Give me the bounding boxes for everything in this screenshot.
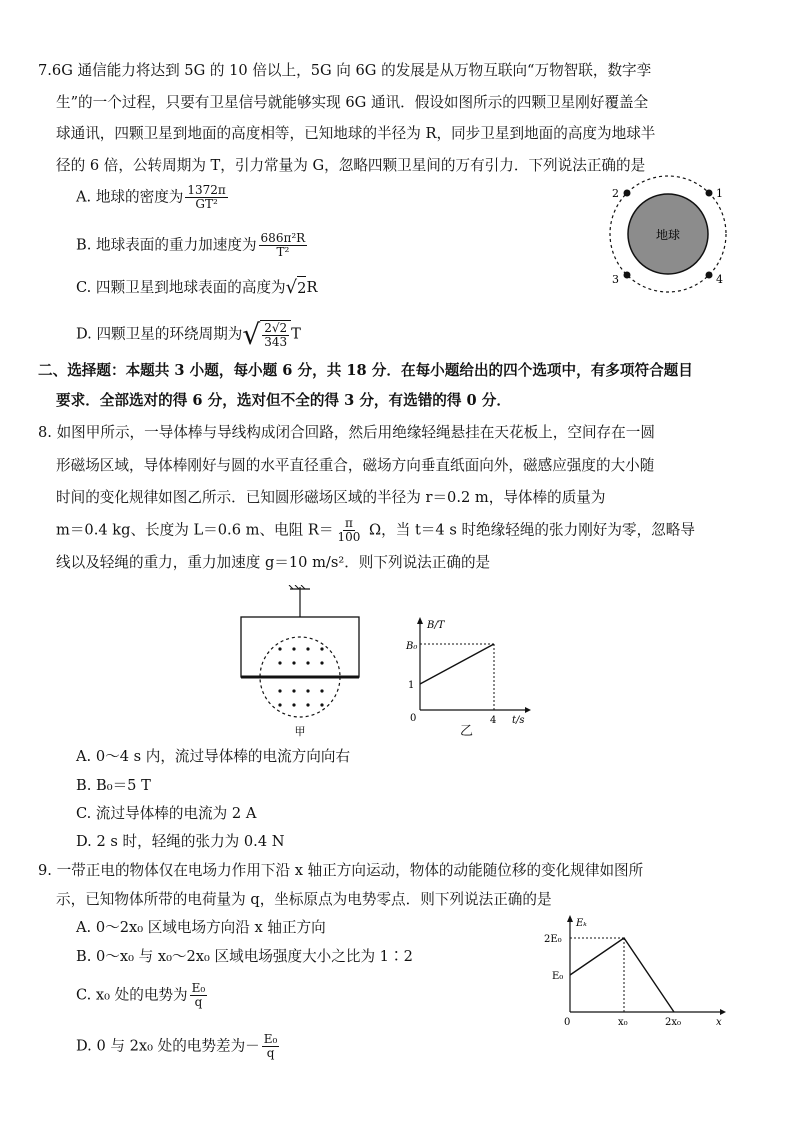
denominator: GT²: [195, 197, 218, 211]
q7-stem-line-2: 生”的一个过程，只要有卫星信号就能够实现 6G 通讯．假设如图所示的四颗卫星刚好覆盖全: [56, 94, 649, 111]
y-axis-arrow: [417, 617, 423, 624]
q7-option-c: [76, 276, 317, 300]
field-dot: [278, 689, 281, 692]
q9-stem-line-2: 示，已知物体所带的电荷量为 q，坐标原点为电势零点．则下列说法正确的是: [56, 891, 552, 908]
radicand: 2: [297, 276, 306, 300]
numerator: E₀: [191, 981, 206, 995]
q9-ek-x-graph: [540, 912, 730, 1032]
q7-option-d-fraction: [262, 322, 289, 349]
q7-stem-line-4: 径的 6 倍，公转周期为 T，引力常量为 G，忽略四颗卫星间的万有引力．下列说法正确的是: [56, 157, 646, 174]
numerator: 1372π: [187, 183, 226, 197]
q9-option-b: B. 0～x₀ 与 x₀～2x₀ 区域电场强度大小之比为 1∶2: [76, 948, 413, 965]
satellite-label-2: 2: [612, 187, 619, 200]
q8-stem-line-4: [56, 517, 695, 544]
field-dot: [306, 647, 309, 650]
q9-option-c-text: C. x₀ 处的电势为: [76, 986, 188, 1004]
q9-option-c: [76, 982, 209, 1009]
section-2-heading-line-1: 二、选择题：本题共 3 小题，每小题 6 分，共 18 分．在每小题给出的四个选项中，有多项符合题目: [38, 362, 693, 379]
x-axis-arrow: [525, 707, 531, 713]
field-dot: [278, 661, 281, 664]
b0-tick: B₀: [406, 641, 418, 652]
satellite-label-4: 4: [716, 273, 723, 286]
q8-figure-yi-label: 乙: [460, 724, 474, 739]
q8-option-b: B. B₀＝5 T: [76, 777, 151, 794]
q8-stem-line-3: 时间的变化规律如图乙所示．已知圆形磁场区域的半径为 r＝0.2 m，导体棒的质量为: [56, 489, 606, 506]
wire-loop: [241, 617, 359, 677]
q7-option-c-text: C. 四颗卫星到地球表面的高度为: [76, 279, 286, 296]
resistance-fraction: [335, 517, 362, 544]
q8-stem-line-1: 8. 如图甲所示，一导体棒与导线构成闭合回路，然后用绝缘轻绳悬挂在天花板上，空间存在一圆: [38, 424, 655, 441]
q8-option-d: D. 2 s 时，轻绳的张力为 0.4 N: [76, 833, 285, 850]
two-e0-tick: 2E₀: [544, 934, 562, 945]
denominator: 100: [337, 530, 361, 544]
satellite-label-1: 1: [716, 187, 723, 200]
numerator: 2√2: [264, 321, 288, 335]
satellite-label-3: 3: [612, 273, 619, 286]
q8-stem-4-pre: m＝0.4 kg、长度为 L＝0.6 m、电阻 R＝: [56, 521, 334, 539]
q8-stem-line-5: 线以及轻绳的重力，重力加速度 g＝10 m/s²．则下列说法正确的是: [56, 554, 491, 571]
denominator: q: [266, 1046, 275, 1060]
field-dot: [320, 689, 323, 692]
field-dot: [320, 647, 323, 650]
satellite-3: [624, 272, 631, 279]
q7-option-d-text: D. 四颗卫星的环绕周期为: [76, 325, 243, 343]
denominator: T²: [276, 245, 290, 259]
numerator: π: [344, 516, 353, 530]
e0-tick: E₀: [552, 971, 564, 982]
q7-option-b-fraction: [259, 232, 308, 259]
field-dot: [292, 647, 295, 650]
q9-option-d-fraction: [262, 1033, 280, 1060]
q7-stem-line-3: 球通讯，四颗卫星到地面的高度相等，已知地球的半径为 R，同步卫星到地面的高度为地球半: [56, 125, 656, 142]
q7-option-a-fraction: [185, 184, 227, 211]
y-axis-label: B/T: [427, 620, 445, 631]
satellite-2: [624, 190, 631, 197]
q9-option-c-fraction: [190, 982, 208, 1009]
q9-option-a: A. 0～2x₀ 区域电场方向沿 x 轴正方向: [76, 919, 326, 936]
x-axis-label: x: [716, 1017, 722, 1028]
one-tick: 1: [408, 680, 415, 691]
radicand: [260, 320, 291, 349]
ek-curve: [570, 938, 674, 1012]
q7-option-d-suffix: T: [291, 325, 301, 343]
q8-option-c: C. 流过导体棒的电流为 2 A: [76, 805, 257, 822]
q9-stem-line-1: 9. 一带正电的物体仅在电场力作用下沿 x 轴正方向运动，物体的动能随位移的变化规律如图所: [38, 862, 644, 879]
radical-sign: √: [242, 317, 261, 351]
origin-label: 0: [564, 1017, 571, 1028]
q7-option-a-text: A. 地球的密度为: [76, 188, 184, 206]
q7-option-a: [76, 184, 230, 211]
numerator: E₀: [263, 1032, 278, 1046]
q8-figure-jia: [235, 585, 365, 740]
q8-option-a: A. 0～4 s 内，流过导体棒的电流方向向右: [76, 748, 351, 765]
b-t-line: [420, 644, 494, 684]
x-axis-arrow: [720, 1009, 726, 1015]
q7-option-c-suffix: R: [306, 279, 318, 296]
sqrt-expression: [242, 317, 291, 351]
numerator: 686π²R: [260, 231, 306, 245]
field-dot: [292, 661, 295, 664]
x0-tick: x₀: [618, 1017, 628, 1028]
y-axis-arrow: [567, 915, 573, 922]
y-axis-label: Eₖ: [576, 918, 587, 929]
q7-option-b-text: B. 地球表面的重力加速度为: [76, 236, 257, 254]
four-tick: 4: [490, 715, 497, 726]
q8-stem-line-2: 形磁场区域，导体棒刚好与圆的水平直径重合，磁场方向垂直纸面向外，磁感应强度的大小随: [56, 457, 655, 474]
radical-sign: √: [285, 277, 298, 298]
q7-stem-line-1: 7.6G 通信能力将达到 5G 的 10 倍以上，5G 向 6G 的发展是从万物互联向“万物智联，数字孪: [38, 62, 652, 79]
q9-option-d-text: D. 0 与 2x₀ 处的电势差为－: [76, 1037, 260, 1055]
satellite-4: [706, 272, 713, 279]
q8-stem-4-post: Ω，当 t＝4 s 时绝缘轻绳的张力刚好为零，忽略导: [364, 521, 695, 539]
satellite-1: [706, 190, 713, 197]
field-dot: [320, 703, 323, 706]
field-dot: [306, 703, 309, 706]
field-dot: [320, 661, 323, 664]
denominator: 343: [264, 335, 288, 349]
sqrt-expression: [286, 276, 307, 300]
section-2-heading-line-2: 要求．全部选对的得 6 分，选对但不全的得 3 分，有选错的得 0 分．: [56, 392, 511, 409]
field-dot: [278, 703, 281, 706]
field-dot: [306, 661, 309, 664]
field-dot: [278, 647, 281, 650]
earth-label: 地球: [655, 228, 681, 242]
q9-option-d: [76, 1033, 281, 1060]
figure-jia-label: 甲: [294, 725, 306, 738]
field-dot: [306, 689, 309, 692]
q7-satellite-figure: [600, 170, 740, 310]
field-dot: [292, 689, 295, 692]
denominator: q: [194, 995, 203, 1009]
origin-label: 0: [410, 713, 417, 724]
q7-option-b: [76, 232, 309, 259]
q7-option-d: [76, 317, 301, 351]
x-axis-label: t/s: [512, 715, 525, 726]
field-dot: [292, 703, 295, 706]
two-x0-tick: 2x₀: [665, 1017, 682, 1028]
